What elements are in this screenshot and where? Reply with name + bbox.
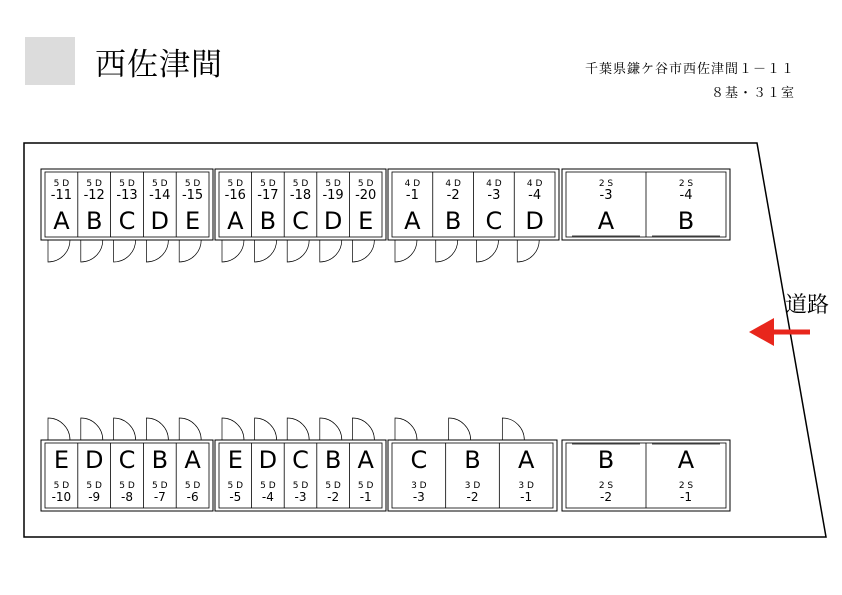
storage-unit <box>152 446 168 504</box>
door-swing-icon <box>320 240 342 262</box>
unit-letter-label: E <box>53 446 69 474</box>
door-swing-icon <box>477 240 499 262</box>
door-swing-icon <box>255 418 277 440</box>
unit-letter-label: B <box>597 446 615 474</box>
unit-size-label: 3 D <box>411 481 427 491</box>
unit-number-label: -14 <box>149 188 171 203</box>
door-swing-icon <box>222 240 244 262</box>
door-swing-icon <box>81 240 103 262</box>
unit-size-label: 5 D <box>357 179 374 189</box>
unit-size-label: 2 S <box>598 179 614 189</box>
unit-size-label: 5 D <box>152 179 168 189</box>
unit-letter-label: B <box>464 446 481 474</box>
unit-letter-label: B <box>444 207 462 235</box>
container-block <box>41 418 213 511</box>
unit-size-label: 5 D <box>184 179 201 189</box>
storage-unit <box>257 179 278 235</box>
unit-number-label: -9 <box>88 490 101 504</box>
unit-letter-label: D <box>323 207 343 235</box>
unit-size-label: 4 D <box>526 179 543 189</box>
unit-letter-label: A <box>184 446 201 474</box>
unit-number-label: -4 <box>679 188 693 203</box>
unit-size-label: 2 S <box>598 481 614 491</box>
door-swing-icon <box>352 240 374 262</box>
storage-unit <box>84 179 105 235</box>
storage-unit <box>85 446 103 504</box>
unit-size-label: 5 D <box>357 481 374 491</box>
unit-size-label: 4 D <box>486 179 502 189</box>
storage-unit <box>52 446 72 504</box>
unit-size-label: 5 D <box>227 481 244 491</box>
door-swing-icon <box>502 418 524 440</box>
unit-number-label: -3 <box>412 490 425 504</box>
unit-number-label: -18 <box>289 188 312 203</box>
door-swing-icon <box>179 240 201 262</box>
door-swing-icon <box>114 240 136 262</box>
unit-number-label: -3 <box>294 490 307 504</box>
door-swing-icon <box>179 418 201 440</box>
unit-number-label: -17 <box>257 188 279 203</box>
unit-number-label: -6 <box>186 490 199 504</box>
storage-unit <box>598 179 615 235</box>
unit-letter-label: A <box>53 207 70 235</box>
unit-number-label: -4 <box>261 490 274 504</box>
unit-size-label: 2 S <box>678 179 694 189</box>
door-swing-icon <box>436 240 458 262</box>
unit-size-label: 5 D <box>184 481 201 491</box>
door-swing-icon <box>255 240 277 262</box>
unit-number-label: -10 <box>51 490 72 504</box>
unit-size-label: 3 D <box>518 481 534 491</box>
unit-number-label: -5 <box>229 490 242 504</box>
storage-unit <box>292 446 309 504</box>
road-arrow-icon <box>749 318 810 346</box>
unit-letter-label: A <box>677 446 695 474</box>
door-swing-icon <box>146 418 168 440</box>
unit-size-label: 5 D <box>260 481 276 491</box>
container-block <box>388 169 559 262</box>
unit-number-label: -2 <box>466 490 479 504</box>
door-swing-icon <box>287 240 309 262</box>
unit-letter-label: A <box>517 446 535 474</box>
unit-size-label: 5 D <box>152 481 168 491</box>
storage-unit <box>228 446 244 504</box>
door-swing-icon <box>517 240 539 262</box>
road-label: 道路 <box>785 293 830 318</box>
unit-letter-label: B <box>259 207 277 235</box>
door-swing-icon <box>114 418 136 440</box>
unit-size-label: 5 D <box>53 481 70 491</box>
unit-number-label: -12 <box>83 188 105 203</box>
containers-layer <box>41 169 730 511</box>
storage-unit <box>184 446 201 504</box>
storage-unit <box>149 179 170 235</box>
unit-size-label: 5 D <box>260 179 276 189</box>
door-swing-icon <box>449 418 471 440</box>
container-block <box>562 440 730 511</box>
unit-size-label: 5 D <box>119 481 135 491</box>
storage-unit <box>116 179 137 235</box>
unit-letter-label: C <box>292 207 309 235</box>
unit-number-label: -8 <box>121 490 133 504</box>
unit-number-label: -16 <box>224 188 246 203</box>
door-swing-icon <box>352 418 374 440</box>
unit-letter-label: A <box>227 207 244 235</box>
unit-letter-label: A <box>404 207 421 235</box>
door-swing-icon <box>395 418 417 440</box>
unit-letter-label: C <box>118 446 136 474</box>
unit-letter-label: E <box>358 207 374 235</box>
unit-number-label: -1 <box>520 490 533 504</box>
unit-letter-label: E <box>227 446 243 474</box>
unit-letter-label: C <box>485 207 503 235</box>
unit-size-label: 5 D <box>325 179 341 189</box>
storage-unit <box>485 179 502 235</box>
unit-number-label: -2 <box>327 490 340 504</box>
storage-unit <box>525 179 543 235</box>
unit-size-label: 5 D <box>292 179 309 189</box>
container-block <box>41 169 213 262</box>
door-swing-icon <box>395 240 417 262</box>
unit-number-label: -3 <box>599 188 613 203</box>
unit-letter-label: B <box>85 207 103 235</box>
storage-unit <box>357 446 374 504</box>
unit-number-label: -1 <box>680 490 692 504</box>
unit-letter-label: D <box>150 207 170 235</box>
storage-unit <box>445 179 461 235</box>
unit-size-label: 5 D <box>325 481 341 491</box>
unit-letter-label: D <box>84 446 104 474</box>
unit-number-label: -1 <box>405 188 419 203</box>
unit-size-label: 5 D <box>53 179 70 189</box>
storage-unit <box>290 179 311 235</box>
storage-unit <box>404 179 421 235</box>
door-swing-icon <box>320 418 342 440</box>
unit-letter-label: D <box>258 446 278 474</box>
address-text: 千葉県鎌ケ谷市西佐津間１－１１ <box>584 62 795 77</box>
unit-letter-label: C <box>292 446 309 474</box>
unit-number-label: -15 <box>181 188 204 203</box>
unit-letter-label: C <box>118 207 136 235</box>
unit-number-label: -7 <box>153 490 166 504</box>
unit-letter-label: E <box>185 207 201 235</box>
unit-number-label: -2 <box>600 490 612 504</box>
container-block <box>215 418 386 511</box>
unit-letter-label: B <box>151 446 169 474</box>
unit-number-label: -19 <box>322 188 344 203</box>
storage-unit <box>225 179 246 235</box>
unit-letter-label: B <box>324 446 342 474</box>
door-swing-icon <box>48 240 70 262</box>
site-boundary <box>24 143 826 537</box>
unit-size-label: 4 D <box>404 179 421 189</box>
unit-letter-label: A <box>357 446 374 474</box>
unit-letter-label: A <box>597 207 615 235</box>
unit-letter-label: D <box>525 207 544 235</box>
door-swing-icon <box>81 418 103 440</box>
storage-unit <box>322 179 343 235</box>
storage-unit <box>325 446 341 504</box>
unit-letter-label: B <box>677 207 695 235</box>
unit-number-label: -1 <box>359 490 372 504</box>
unit-number-label: -2 <box>446 188 460 203</box>
storage-unit <box>518 446 535 504</box>
door-swing-icon <box>222 418 244 440</box>
unit-size-label: 3 D <box>464 481 481 491</box>
unit-number-label: -4 <box>528 188 542 203</box>
storage-unit <box>678 446 695 504</box>
unit-number-label: -13 <box>116 188 138 203</box>
storage-unit <box>355 179 376 235</box>
unit-size-label: 4 D <box>445 179 461 189</box>
storage-unit <box>410 446 427 504</box>
unit-number-label: -20 <box>355 188 377 203</box>
door-swing-icon <box>287 418 309 440</box>
container-block <box>562 169 730 240</box>
unit-size-label: 2 S <box>678 481 694 491</box>
unit-size-label: 5 D <box>119 179 135 189</box>
storage-unit <box>119 446 136 504</box>
unit-size-label: 5 D <box>86 179 102 189</box>
unit-size-label: 5 D <box>292 481 309 491</box>
container-block <box>388 418 557 511</box>
door-swing-icon <box>48 418 70 440</box>
storage-unit <box>182 179 203 235</box>
storage-unit <box>259 446 277 504</box>
unit-number-label: -3 <box>487 188 501 203</box>
storage-unit <box>464 446 480 504</box>
unit-size-label: 5 D <box>227 179 244 189</box>
storage-unit <box>678 179 694 235</box>
container-block <box>215 169 386 262</box>
unit-size-label: 5 D <box>86 481 102 491</box>
page-title: 西佐津間 <box>95 47 223 83</box>
storage-unit <box>51 179 72 235</box>
door-swing-icon <box>146 240 168 262</box>
unit-number-label: -11 <box>50 188 73 203</box>
storage-unit <box>598 446 614 504</box>
unit-count-text: ８基・３１室 <box>710 86 795 101</box>
unit-letter-label: C <box>410 446 428 474</box>
